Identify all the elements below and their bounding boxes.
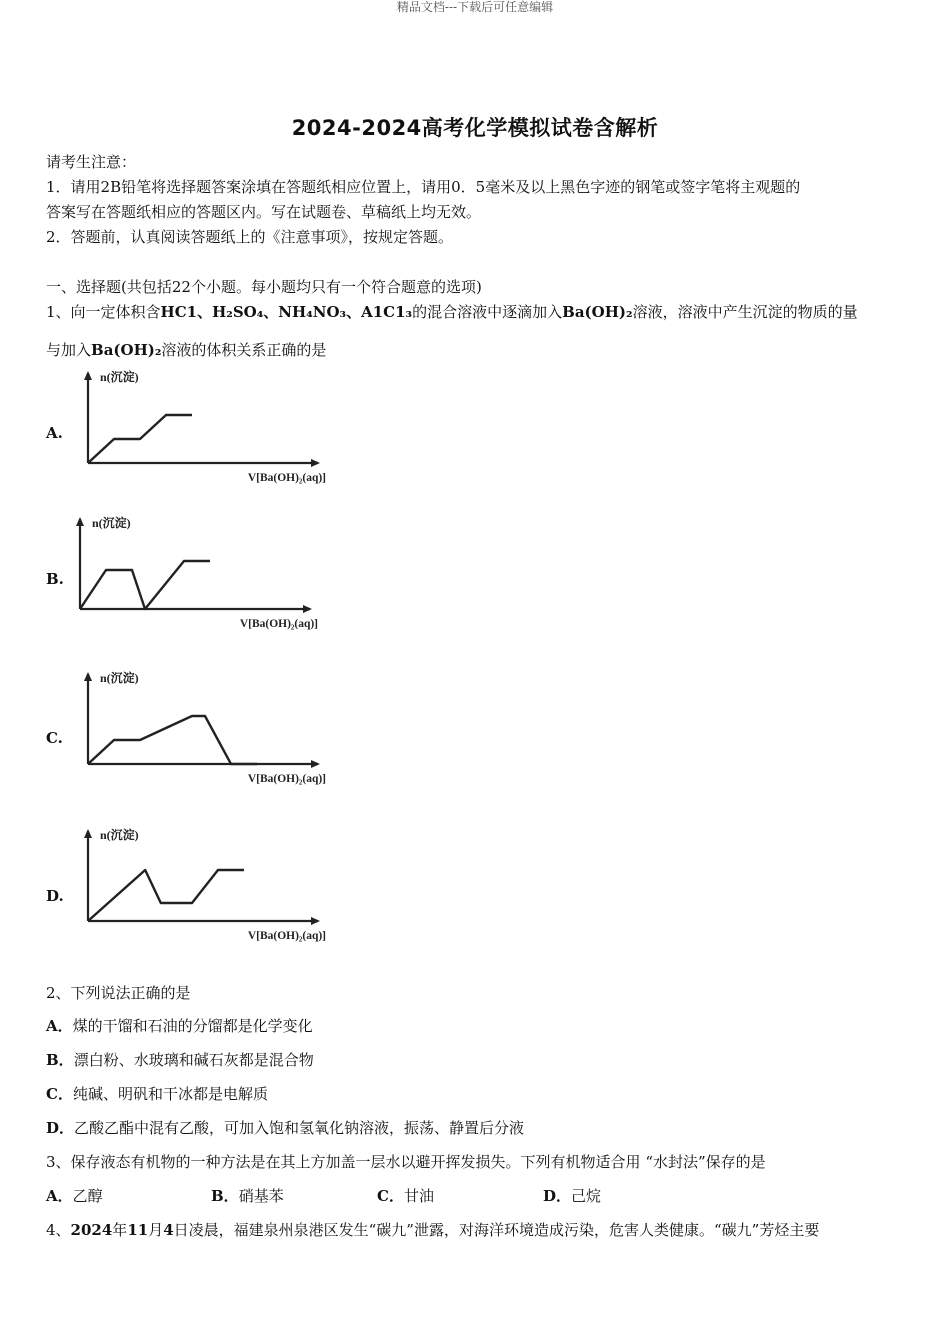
graph-c-y-arrow [84,672,92,681]
q1-stem-line2 [46,340,326,360]
q3-option-d-text: 己烷 [571,1187,602,1205]
q1-suffix: 溶液，溶液中产生沉淀的物质的量 [632,303,858,321]
q1-reagent: Ba(OH)₂ [562,303,633,321]
q4-month: 11 [127,1221,149,1239]
q1-option-b-graph [70,511,350,631]
q1-option-c-label[interactable]: C. [46,729,63,747]
q2-option-c[interactable] [46,1084,268,1104]
graph-d-x-label: V[Ba(OH)₂(aq)] [247,930,326,942]
q1-line2-prefix: 与加入 [46,341,92,359]
q4-t1: 年 [112,1221,128,1239]
q3-option-a-label: A． [46,1187,73,1205]
q2-option-d[interactable] [46,1118,524,1138]
q4-t2: 月 [148,1221,164,1239]
q4-prefix: 4、 [46,1221,71,1239]
graph-b-curve [80,561,210,609]
graph-a-curve [88,415,192,463]
graph-b-y-arrow [76,517,84,526]
q3-option-c[interactable] [377,1186,434,1206]
q4-year: 2024 [70,1221,113,1239]
graph-b-x-arrow [303,605,312,613]
q2-stem: 2、下列说法正确的是 [46,984,191,1002]
graph-b-y-label: n(沉淀) [92,516,131,530]
q1-species: HC1、H₂SO₄、NH₄NO₃、A1C1₃ [160,303,413,321]
q3-option-a[interactable] [46,1186,103,1206]
q1-middle: 的混合溶液中逐滴加入 [412,303,563,321]
q1-option-d-label[interactable]: D. [46,887,64,905]
notice-item1-line2: 答案写在答题纸相应的答题区内。写在试题卷、草稿纸上均无效。 [46,203,482,221]
graph-d-y-label: n(沉淀) [100,828,139,842]
q2-option-c-text: 纯碱、明矾和干冰都是电解质 [72,1085,268,1103]
notice-item2: 2．答题前，认真阅读答题纸上的《注意事项》，按规定答题。 [46,228,454,246]
page-title: 2024-2024高考化学模拟试卷含解析 [291,116,659,140]
graph-a-x-label: V[Ba(OH)₂(aq)] [247,472,326,484]
q4-t3: 日凌晨，福建泉州泉港区发生“碳九”泄露，对海洋环境造成污染，危害人类健康。“碳九”芳烃主要 [173,1221,820,1239]
graph-a-x-arrow [311,459,320,467]
graph-a-y-arrow [84,371,92,380]
graph-c-x-arrow [311,760,320,768]
q1-prefix: 1、向一定体积含 [46,303,161,321]
q4-day: 4 [163,1221,174,1239]
q3-option-c-text: 甘油 [403,1187,434,1205]
notice-heading: 请考生注意： [46,153,137,171]
q2-option-c-label: C． [46,1085,73,1103]
q1-stem-line1 [46,302,858,322]
q3-stem: 3、保存液态有机物的一种方法是在其上方加盖一层水以避开挥发损失。下列有机物适合用 “水封法”保存的是 [46,1153,766,1171]
q2-option-d-text: 乙酸乙酯中混有乙酸，可加入饱和氢氧化钠溶液，振荡、静置后分液 [74,1119,525,1137]
q2-option-a-label: A． [46,1017,73,1035]
graph-c-curve [88,716,257,764]
q1-option-c-graph [78,666,358,786]
watermark: 精品文档---下载后可任意编辑 [396,0,554,14]
q3-option-d[interactable] [543,1186,601,1206]
q2-option-a[interactable] [46,1016,313,1036]
q1-reagent-2: Ba(OH)₂ [91,341,162,359]
graph-c-x-label: V[Ba(OH)₂(aq)] [247,773,326,785]
q1-line2-suffix: 溶液的体积关系正确的是 [161,341,327,359]
section-heading: 一、选择题(共包括22个小题。每小题均只有一个符合题意的选项) [46,278,482,296]
q2-option-d-label: D． [46,1119,75,1137]
q4-stem [46,1220,819,1240]
graph-d-x-arrow [311,917,320,925]
q1-option-a-graph [78,365,358,485]
q3-option-b[interactable] [211,1186,284,1206]
q3-option-c-label: C． [377,1187,404,1205]
q3-option-b-text: 硝基苯 [238,1187,284,1205]
q2-option-a-text: 煤的干馏和石油的分馏都是化学变化 [72,1017,313,1035]
graph-a-y-label: n(沉淀) [100,370,139,384]
notice-item1-line1: 1．请用2B铅笔将选择题答案涂填在答题纸相应位置上，请用0．5毫米及以上黑色字迹的钢笔或签字笔将主观题的 [46,178,801,196]
graph-d-y-arrow [84,829,92,838]
graph-b-x-label: V[Ba(OH)₂(aq)] [239,618,318,630]
q3-option-d-label: D． [543,1187,572,1205]
q2-option-b-label: B． [46,1051,74,1069]
q3-option-a-text: 乙醇 [72,1187,103,1205]
q2-option-b[interactable] [46,1050,314,1070]
q2-option-b-text: 漂白粉、水玻璃和碱石灰都是混合物 [73,1051,314,1069]
q1-option-d-graph [78,823,358,943]
q3-option-b-label: B． [211,1187,239,1205]
q1-option-a-label[interactable]: A. [46,424,63,442]
graph-c-y-label: n(沉淀) [100,671,139,685]
q1-option-b-label[interactable]: B. [46,570,64,588]
graph-d-curve [88,870,244,921]
